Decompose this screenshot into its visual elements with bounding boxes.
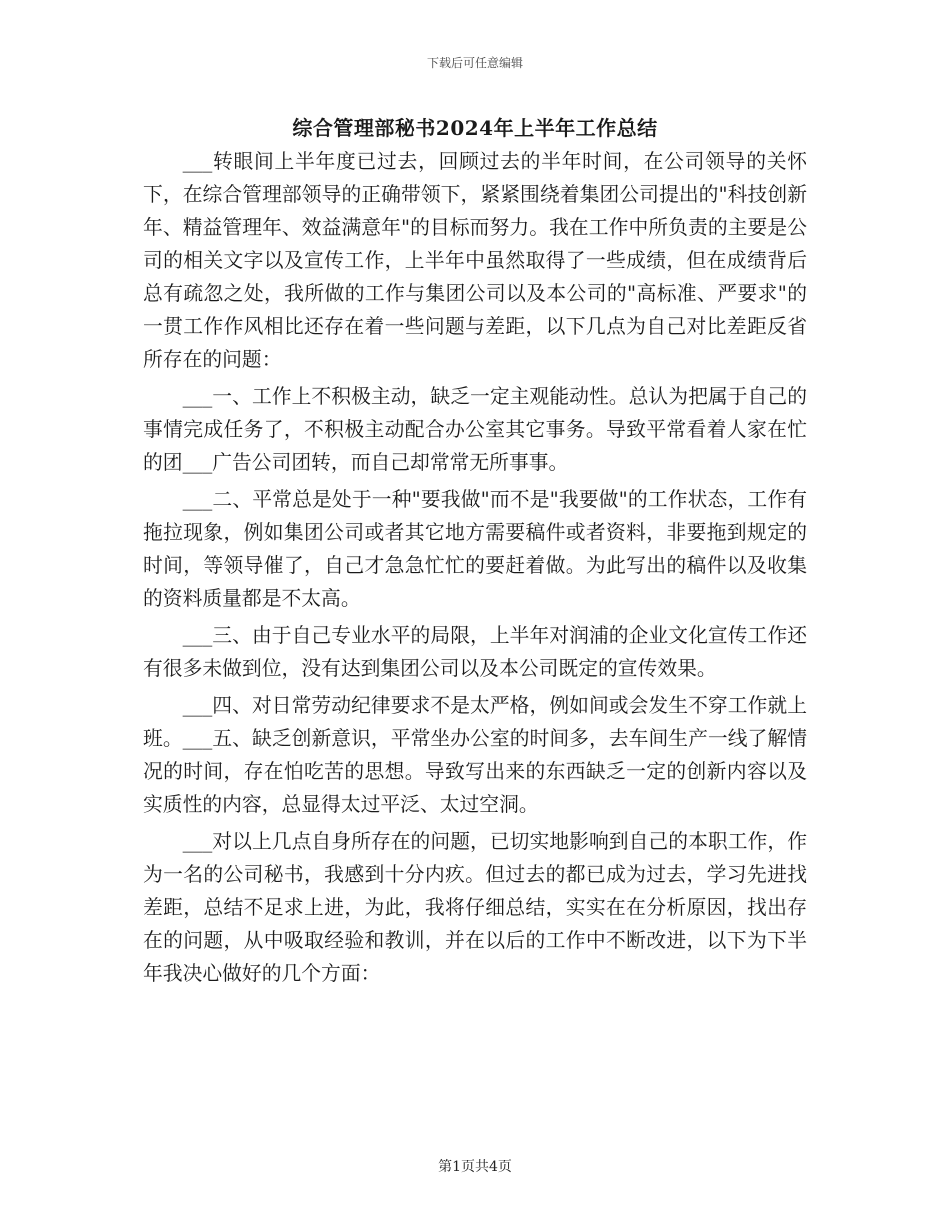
paragraph-issue-4-5: ___四、对日常劳动纪律要求不是太严格，例如间或会发生不穿工作就上班。___五、缺乏创新意识，平常坐办公室的时间多，去车间生产一线了解情况的时间，存在怕吃苦的思想。导致写出来的东西缺乏一定的创新内容以及实质性的内容，总显得太过平泛、太过空洞。	[143, 694, 807, 816]
paragraph-intro: ___转眼间上半年度已过去，回顾过去的半年时间，在公司领导的关怀下，在综合管理部领导的正确带领下，紧紧围绕着集团公司提出的"科技创新年、精益管理年、效益满意年"的目标而努力。我在工作中所负责的主要是公司的相关文字以及宣传工作，上半年中虽然取得了一些成绩，但在成绩背后总有疏忽之处，我所做的工作与集团公司以及本公司的"高标准、严要求"的一贯工作作风相比还存在着一些问题与差距，以下几点为自己对比差距反省所存在的问题：	[143, 150, 807, 371]
paragraph-issue-3: ___三、由于自己专业水平的局限，上半年对润浦的企业文化宣传工作还有很多未做到位，没有达到集团公司以及本公司既定的宣传效果。	[143, 624, 807, 680]
paragraph-conclusion: ___对以上几点自身所存在的问题，已切实地影响到自己的本职工作，作为一名的公司秘书，我感到十分内疚。但过去的都已成为过去，学习先进找差距，总结不足求上进，为此，我将仔细总结，实实在在分析原因，找出存在的问题，从中吸取经验和教训，并在以后的工作中不断改进，以下为下半年我决心做好的几个方面：	[143, 830, 807, 985]
paragraph-issue-2: ___二、平常总是处于一种"要我做"而不是"我要做"的工作状态，工作有拖拉现象，例如集团公司或者其它地方需要稿件或者资料，非要拖到规定的时间，等领导催了，自己才急急忙忙的要赶着做。为此写出的稿件以及收集的资料质量都是不太高。	[143, 488, 807, 610]
paragraph-issue-1: ___一、工作上不积极主动，缺乏一定主观能动性。总认为把属于自己的事情完成任务了，不积极主动配合办公室其它事务。导致平常看着人家在忙的团___广告公司团转，而自己却常常无所事事。	[143, 385, 807, 474]
header-note: 下载后可任意编辑	[426, 56, 523, 70]
page-number: 第1页共4页	[438, 1159, 512, 1175]
document-title: 综合管理部秘书2024年上半年工作总结	[292, 116, 658, 140]
document-body	[143, 145, 807, 994]
